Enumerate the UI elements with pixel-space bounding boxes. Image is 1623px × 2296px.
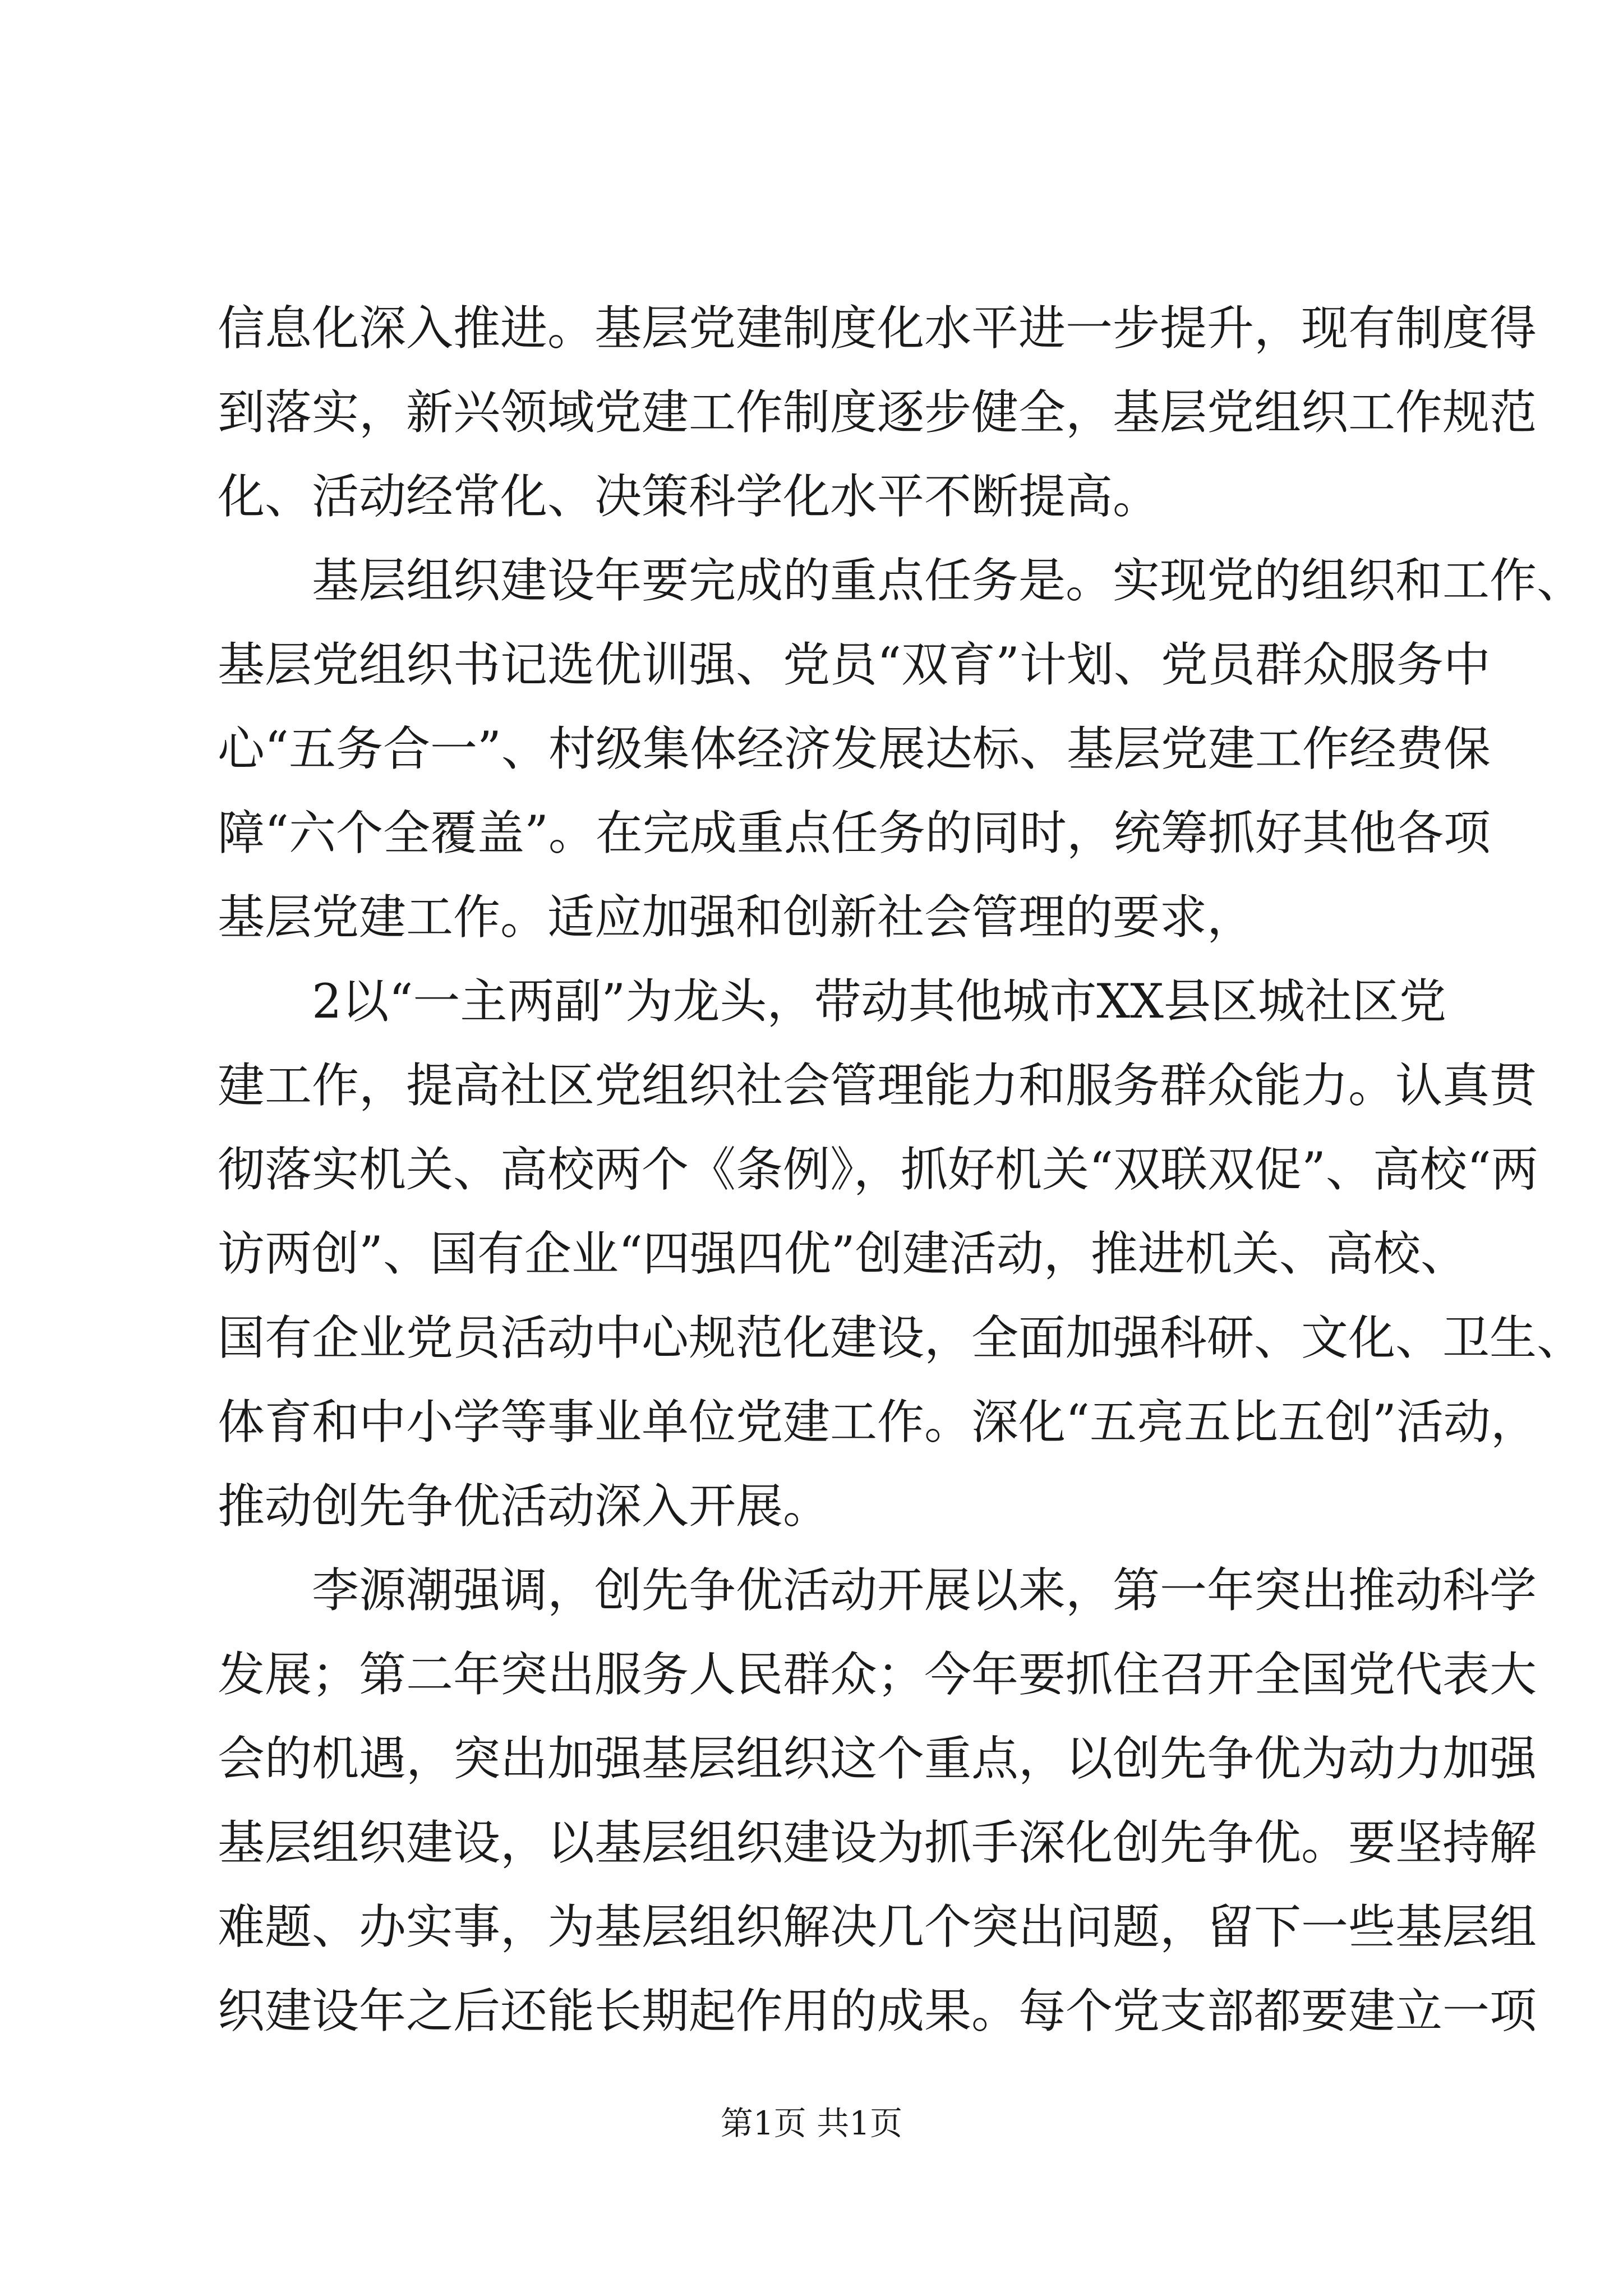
text-line: 会的机遇，突出加强基层组织这个重点，以创先争优为动力加强 xyxy=(218,1731,1537,1786)
text-line: 到落实，新兴领域党建工作制度逐步健全，基层党组织工作规范 xyxy=(218,385,1537,440)
text-line: 基层组织建设，以基层组织建设为抓手深化创先争优。要坚持解 xyxy=(218,1815,1537,1870)
text-line: 信息化深入推进。基层党建制度化水平进一步提升，现有制度得 xyxy=(218,301,1537,356)
text-line: 国有企业党员活动中心规范化建设，全面加强科研、文化、卫生、 xyxy=(218,1310,1584,1365)
page-footer: 第1页 共1页 xyxy=(720,2104,903,2142)
text-line: 心“五务合一”、村级集体经济发展达标、基层党建工作经费保 xyxy=(218,721,1491,776)
text-line: 发展；第二年突出服务人民群众；今年要抓住召开全国党代表大 xyxy=(218,1647,1537,1702)
text-line: 建工作，提高社区党组织社会管理能力和服务群众能力。认真贯 xyxy=(218,1058,1537,1113)
text-line: 李源潮强调，创先争优活动开展以来，第一年突出推动科学 xyxy=(218,1563,1537,1618)
text-line: 推动创先争优活动深入开展。 xyxy=(218,1479,831,1534)
text-line: 访两创”、国有企业“四强四优”创建活动，推进机关、高校、 xyxy=(218,1226,1468,1281)
text-line: 难题、办实事，为基层组织解决几个突出问题，留下一些基层组 xyxy=(218,1899,1537,1954)
text-line: 彻落实机关、高校两个《条例》，抓好机关“双联双促”、高校“两 xyxy=(218,1142,1538,1197)
text-line: 化、活动经常化、决策科学化水平不断提高。 xyxy=(218,469,1160,524)
text-line: 基层组织建设年要完成的重点任务是。实现党的组织和工作、 xyxy=(218,553,1584,608)
text-line: 织建设年之后还能长期起作用的成果。每个党支部都要建立一项 xyxy=(218,1984,1537,2039)
text-line: 基层党建工作。适应加强和创新社会管理的要求， xyxy=(218,890,1255,945)
text-line: 2以“一主两副”为龙头，带动其他城市XX县区城社区党 xyxy=(218,974,1446,1029)
text-line: 基层党组织书记选优训强、党员“双育”计划、党员群众服务中 xyxy=(218,637,1491,692)
text-line: 体育和中小学等事业单位党建工作。深化“五亮五比五创”活动， xyxy=(218,1395,1538,1450)
text-line: 障“六个全覆盖”。在完成重点任务的同时，统筹抓好其他各项 xyxy=(218,806,1491,861)
